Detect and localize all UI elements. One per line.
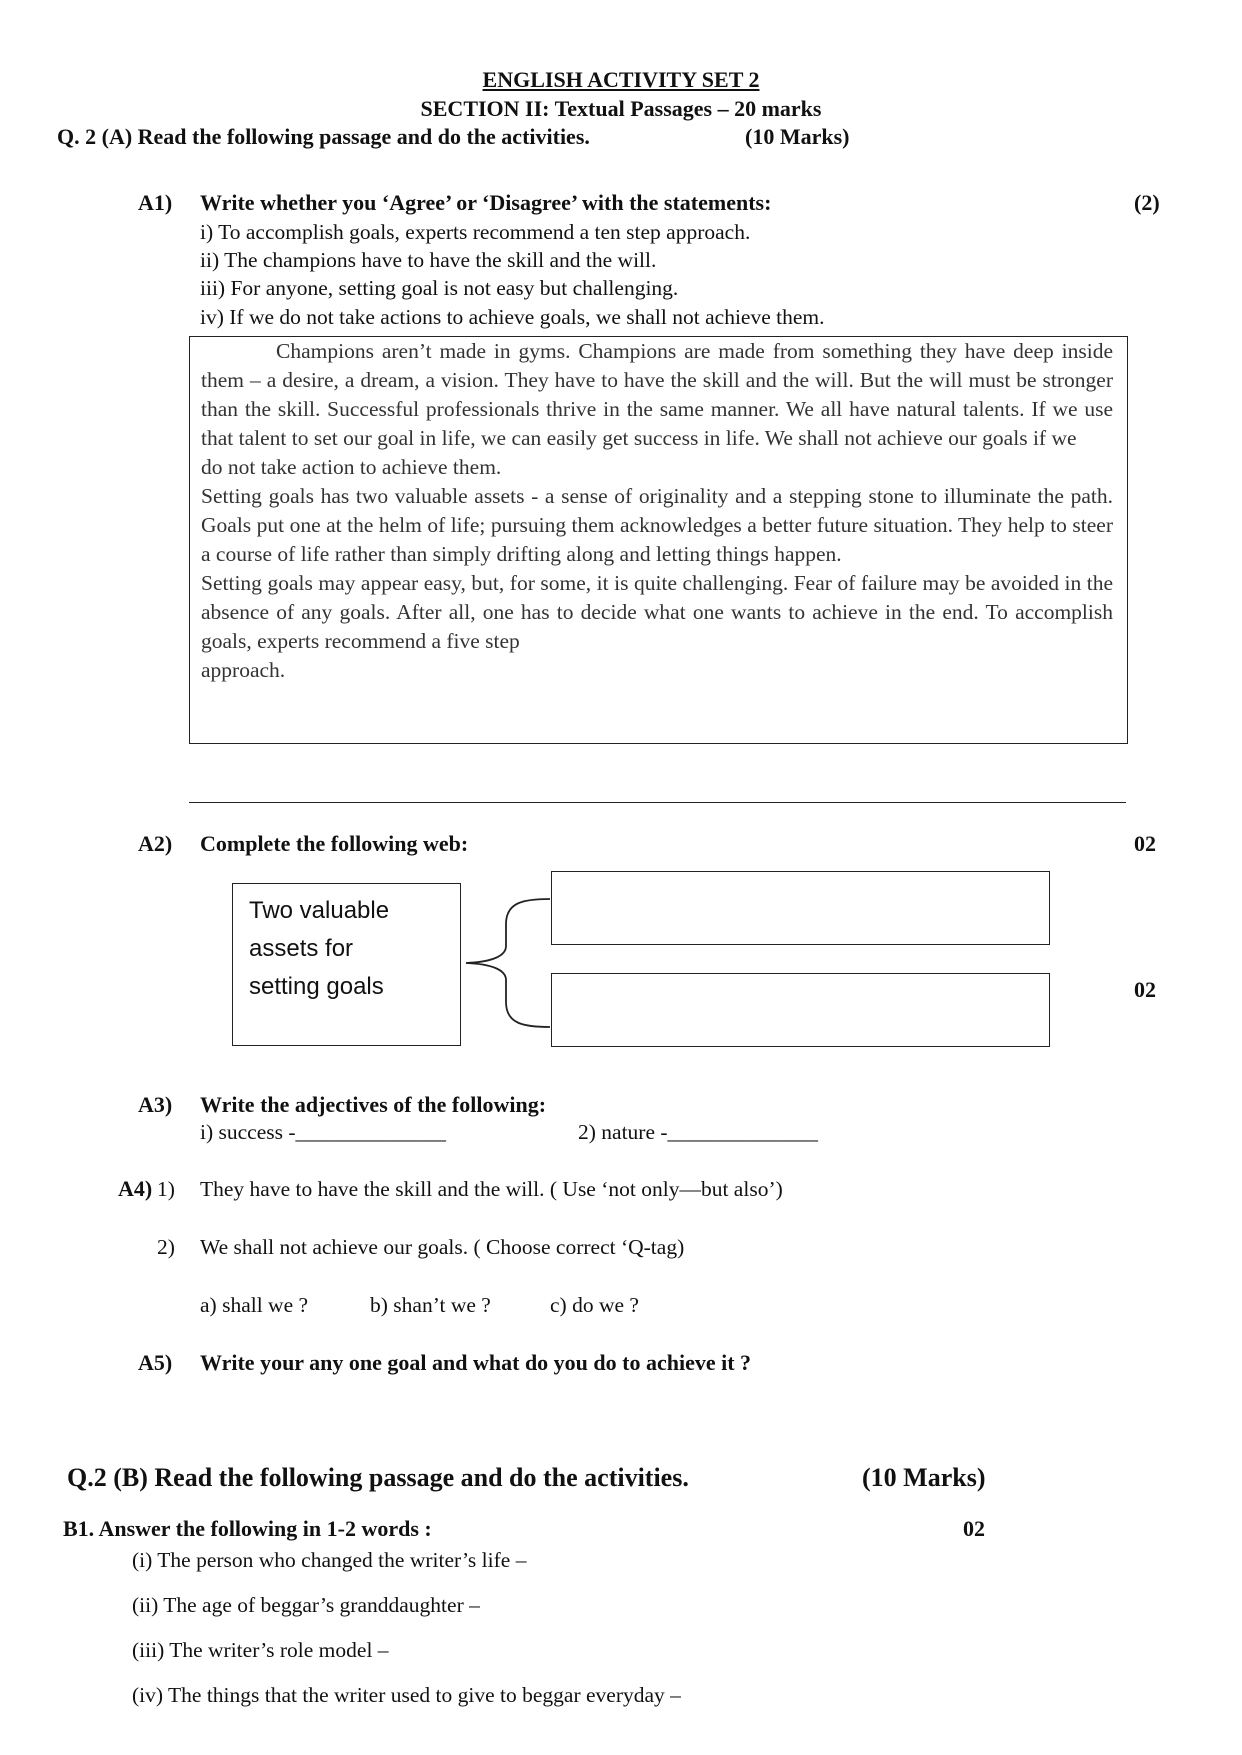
passage-paragraph: do not take action to achieve them. — [201, 455, 502, 479]
web-source-line: assets for — [249, 935, 354, 962]
a5-heading: Write your any one goal and what do you do to achieve it ? — [200, 1350, 752, 1375]
a4-option: a) shall we ? — [200, 1293, 309, 1317]
a4-number: 1) — [157, 1177, 175, 1201]
a2-marks-second: 02 — [1134, 977, 1156, 1002]
a2-marks: 02 — [1134, 831, 1156, 856]
a3-item: 2) nature -______________ — [578, 1120, 819, 1144]
section-heading: SECTION II: Textual Passages – 20 marks — [420, 96, 822, 121]
web-answer-box[interactable] — [551, 871, 1050, 945]
question-2a-marks: (10 Marks) — [745, 124, 850, 149]
question-2b-marks: (10 Marks) — [862, 1463, 986, 1492]
a1-statement: ii) The champions have to have the skill and the will. — [200, 248, 657, 272]
passage-paragraph: Setting goals may appear easy, but, for some, it is quite challenging. Fear of failure may be avoided in the absence of any goals. After all, one has to decide what one wants to achieve in the end. To accomplish goals, experts recommend a five step — [201, 571, 1113, 653]
passage — [201, 337, 1113, 685]
b1-heading: B1. Answer the following in 1-2 words : — [63, 1516, 432, 1541]
passage-paragraph: Setting goals has two valuable assets - a sense of originality and a stepping stone to illuminate the path. Goals put one at the helm of life; pursuing them acknowledges a better future situation. They help to steer a course of life rather than simply drifting along and letting things happen. — [201, 484, 1113, 566]
a2-heading: Complete the following web: — [200, 831, 469, 856]
web-source-line: setting goals — [249, 973, 384, 1000]
page-title: ENGLISH ACTIVITY SET 2 — [482, 67, 760, 92]
b1-item: (iii) The writer’s role model – — [132, 1638, 389, 1662]
a4-item: We shall not achieve our goals. ( Choose correct ‘Q-tag) — [200, 1235, 685, 1259]
web-answer-box[interactable] — [551, 973, 1050, 1047]
a4-label: A4) — [118, 1176, 153, 1201]
a4-item: They have to have the skill and the will. ( Use ‘not only—but also’) — [200, 1177, 783, 1201]
a3-item: i) success -______________ — [200, 1120, 447, 1144]
web-brace — [462, 896, 554, 1030]
a4-number: 2) — [157, 1235, 175, 1259]
b1-item: (i) The person who changed the writer’s life – — [132, 1548, 527, 1572]
divider — [189, 802, 1126, 803]
a1-statement: i) To accomplish goals, experts recommend a ten step approach. — [200, 220, 751, 244]
passage-paragraph: approach. — [201, 658, 286, 682]
b1-marks: 02 — [963, 1516, 985, 1541]
a3-label: A3) — [138, 1092, 173, 1117]
a5-label: A5) — [138, 1350, 173, 1375]
b1-item: (iv) The things that the writer used to give to beggar everyday – — [132, 1683, 681, 1707]
passage-paragraph: Champions aren’t made in gyms. Champions are made from something they have deep inside them – a desire, a dream, a vision. They have to have the skill and the will. But the will must be stronger than the skill. Successful professionals thrive in the same manner. We all have natural talents. If we use that talent to set our goal in life, we can easily get success in life. We shall not achieve our goals if we — [201, 339, 1113, 450]
a1-label: A1) — [138, 190, 173, 215]
a3-heading: Write the adjectives of the following: — [200, 1092, 547, 1117]
b1-item: (ii) The age of beggar’s granddaughter – — [132, 1593, 480, 1617]
web-source-box — [232, 883, 461, 1046]
a4-option: b) shan’t we ? — [370, 1293, 491, 1317]
a1-heading: Write whether you ‘Agree’ or ‘Disagree’ with the statements: — [200, 190, 772, 215]
question-2a-heading: Q. 2 (A) Read the following passage and do the activities. — [57, 124, 590, 149]
web-source-line: Two valuable — [249, 897, 390, 924]
a1-statement: iii) For anyone, setting goal is not easy but challenging. — [200, 276, 679, 300]
a4-option: c) do we ? — [550, 1293, 639, 1317]
a2-label: A2) — [138, 831, 173, 856]
a1-statement: iv) If we do not take actions to achieve goals, we shall not achieve them. — [200, 305, 825, 329]
a1-marks: (2) — [1134, 190, 1160, 215]
question-2b-heading: Q.2 (B) Read the following passage and do the activities. — [67, 1463, 689, 1492]
